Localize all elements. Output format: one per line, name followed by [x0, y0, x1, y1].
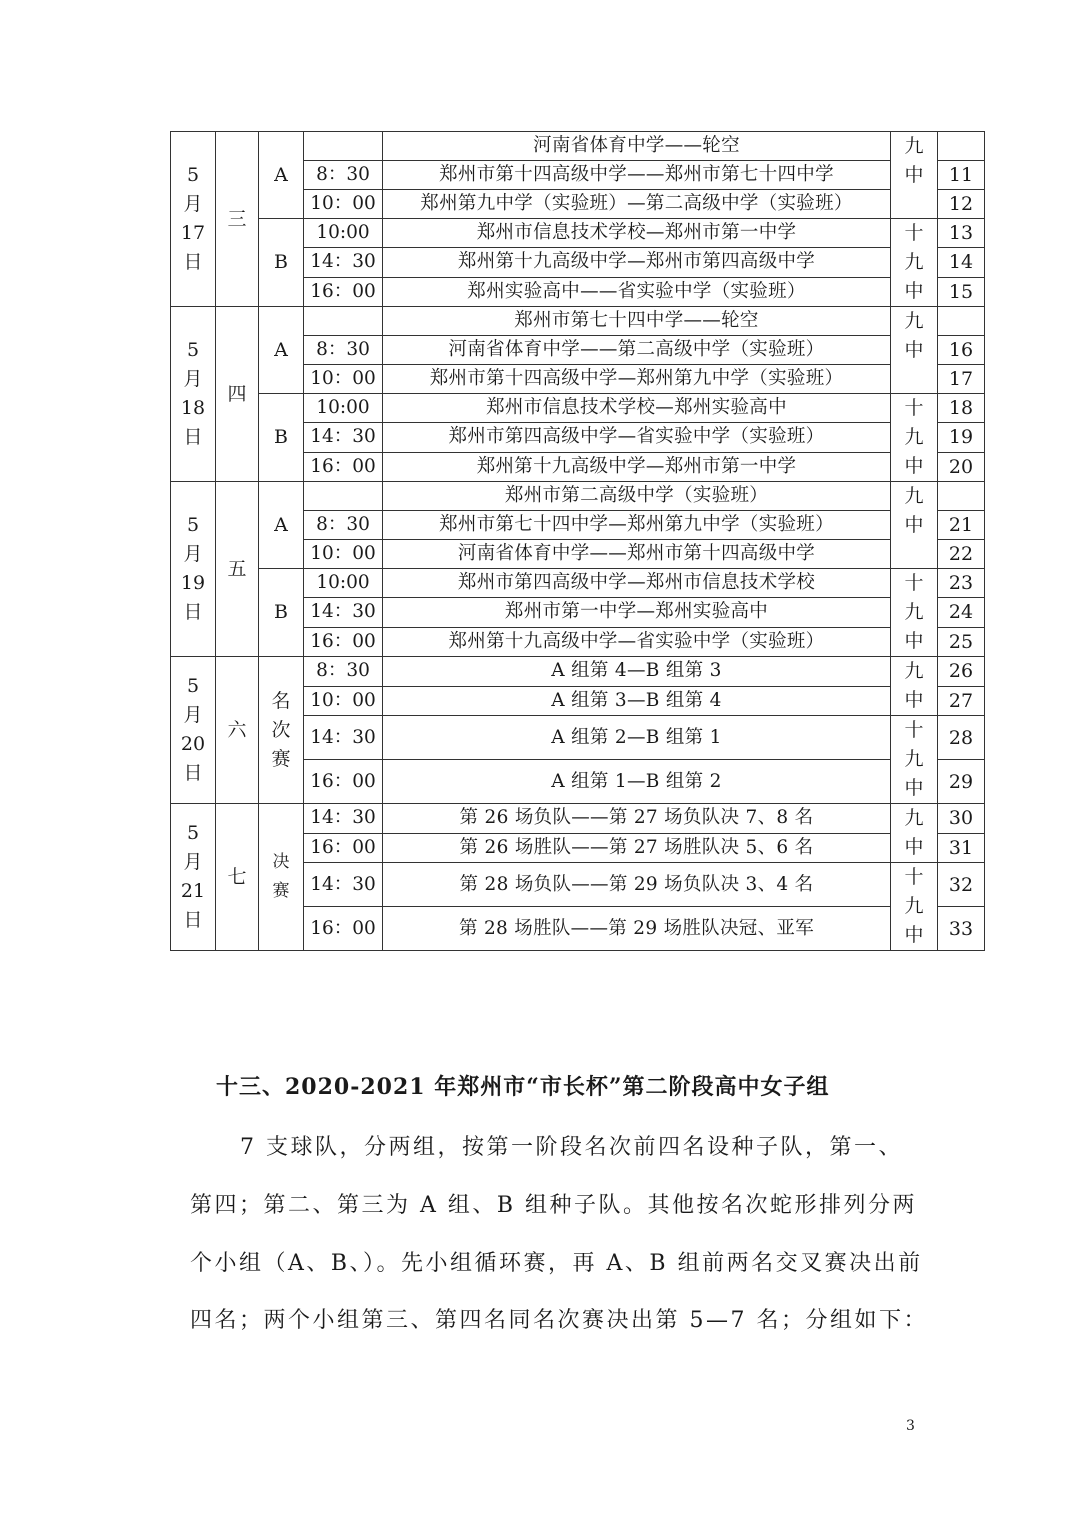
time-cell: 14：30 [304, 716, 383, 760]
group-cell [259, 219, 304, 307]
date-cell-char: 21 [180, 880, 206, 902]
match-number-cell [938, 307, 985, 336]
match-number-cell: 12 [938, 190, 985, 219]
match-number-cell [938, 482, 985, 511]
match-cell: A 组第 3—B 组第 4 [383, 686, 891, 716]
section-heading: 十三、2020-2021 年郑州市“市长杯”第二阶段高中女子组 [216, 1074, 830, 1100]
match-number-cell: 11 [938, 161, 985, 190]
date-cell [171, 482, 216, 657]
venue-cell [891, 657, 938, 716]
paragraph-line: 第四；第二、第三为 A 组、B 组种子队。其他按名次蛇形排列分两 [190, 1193, 918, 1218]
match-number-cell: 25 [938, 627, 985, 656]
match-cell: 第 26 场负队——第 27 场负队决 7、8 名 [383, 804, 891, 834]
match-cell: 郑州市信息技术学校—郑州市第一中学 [383, 219, 891, 248]
date-cell-char: 18 [180, 397, 206, 419]
venue-cell-char: 中 [904, 924, 924, 946]
venue-cell-char: 中 [904, 514, 924, 536]
match-cell: 郑州实验高中——省实验中学（实验班） [383, 277, 891, 306]
venue-cell-char: 中 [904, 339, 924, 361]
time-cell: 10:00 [304, 394, 383, 423]
final-day-label-cell-char: 决 [272, 852, 290, 872]
match-cell: 郑州第十九高级中学—省实验中学（实验班） [383, 627, 891, 656]
match-number-cell: 31 [938, 833, 985, 863]
match-number-cell: 21 [938, 511, 985, 540]
time-cell: 8：30 [304, 336, 383, 365]
date-cell-char: 月 [183, 368, 203, 390]
match-number-cell: 26 [938, 657, 985, 687]
table-row [171, 219, 985, 248]
page-number: 3 [906, 1418, 915, 1434]
date-cell-char: 17 [180, 222, 206, 244]
weekday-cell: 三 [216, 132, 259, 307]
match-number-cell: 22 [938, 540, 985, 569]
match-cell: 郑州市第四高级中学—省实验中学（实验班） [383, 423, 891, 452]
match-cell: 郑州市第七十四中学——轮空 [383, 307, 891, 336]
date-cell-char: 5 [186, 675, 200, 697]
date-cell [171, 657, 216, 804]
venue-cell [891, 219, 938, 307]
match-cell: 郑州第十九高级中学—郑州市第一中学 [383, 452, 891, 481]
weekday-cell: 四 [216, 307, 259, 482]
venue-cell [891, 863, 938, 951]
paragraph-line: 7 支球队，分两组，按第一阶段名次前四名设种子队，第一、 [240, 1135, 903, 1160]
venue-cell-char: 九 [904, 807, 924, 829]
group-cell-char: A [274, 338, 288, 361]
venue-cell-char: 九 [904, 748, 924, 770]
venue-cell-char: 中 [904, 777, 924, 799]
match-number-cell: 18 [938, 394, 985, 423]
time-cell: 10：00 [304, 540, 383, 569]
match-number-cell: 17 [938, 365, 985, 394]
match-number-cell: 29 [938, 760, 985, 804]
final-day-label-cell-char: 赛 [272, 881, 290, 901]
match-number-cell: 30 [938, 804, 985, 834]
match-number-cell: 14 [938, 248, 985, 277]
match-number-cell: 24 [938, 598, 985, 627]
time-cell: 16：00 [304, 452, 383, 481]
venue-cell [891, 716, 938, 804]
match-number-cell: 32 [938, 863, 985, 907]
time-cell [304, 132, 383, 161]
group-cell [259, 482, 304, 569]
date-cell-char: 5 [186, 164, 200, 186]
group-cell-char: A [274, 163, 288, 186]
group-cell [259, 132, 304, 219]
match-cell: A 组第 4—B 组第 3 [383, 657, 891, 687]
match-number-cell: 13 [938, 219, 985, 248]
weekday-cell: 七 [216, 804, 259, 951]
date-cell-char: 日 [183, 909, 203, 931]
date-cell [171, 132, 216, 307]
match-cell: 郑州市第十四高级中学—郑州第九中学（实验班） [383, 365, 891, 394]
match-cell: 郑州市信息技术学校—郑州实验高中 [383, 394, 891, 423]
time-cell: 16：00 [304, 277, 383, 306]
weekday-cell: 六 [216, 657, 259, 804]
time-cell: 14：30 [304, 863, 383, 907]
match-number-cell: 23 [938, 569, 985, 598]
match-cell: 郑州市第十四高级中学——郑州市第七十四中学 [383, 161, 891, 190]
match-cell: 第 28 场胜队——第 29 场胜队决冠、亚军 [383, 907, 891, 951]
venue-cell-char: 九 [904, 895, 924, 917]
venue-cell-char: 九 [904, 660, 924, 682]
time-cell: 14：30 [304, 248, 383, 277]
venue-cell-char: 九 [904, 310, 924, 332]
group-cell-char: A [274, 513, 288, 536]
date-cell-char: 月 [183, 851, 203, 873]
match-cell: A 组第 2—B 组第 1 [383, 716, 891, 760]
venue-cell-char: 九 [904, 601, 924, 623]
venue-cell-char: 中 [904, 689, 924, 711]
time-cell: 14：30 [304, 598, 383, 627]
time-cell: 16：00 [304, 627, 383, 656]
table-row [171, 657, 985, 687]
table-row [171, 482, 985, 511]
time-cell: 16：00 [304, 760, 383, 804]
match-number-cell: 28 [938, 716, 985, 760]
match-cell: 郑州市第一中学—郑州实验高中 [383, 598, 891, 627]
match-number-cell: 20 [938, 452, 985, 481]
schedule-table [170, 131, 985, 951]
final-day-label-cell [259, 804, 304, 951]
date-cell-char: 5 [186, 822, 200, 844]
time-cell: 8：30 [304, 161, 383, 190]
group-cell-char: B [274, 426, 288, 448]
table-row [171, 132, 985, 161]
group-cell-char: B [274, 251, 288, 273]
time-cell: 14：30 [304, 423, 383, 452]
venue-cell-char: 十 [904, 866, 924, 888]
match-cell: 郑州第九中学（实验班）—第二高级中学（实验班） [383, 190, 891, 219]
match-cell: 河南省体育中学——轮空 [383, 132, 891, 161]
venue-cell-char: 九 [904, 485, 924, 507]
match-cell: A 组第 1—B 组第 2 [383, 760, 891, 804]
time-cell [304, 482, 383, 511]
venue-cell-char: 中 [904, 836, 924, 858]
venue-cell [891, 307, 938, 394]
time-cell: 10:00 [304, 569, 383, 598]
time-cell [304, 307, 383, 336]
match-cell: 第 26 场胜队——第 27 场胜队决 5、6 名 [383, 833, 891, 863]
date-cell-char: 19 [180, 572, 206, 594]
match-number-cell: 27 [938, 686, 985, 716]
paragraph-line: 四名；两个小组第三、第四名同名次赛决出第 5—7 名；分组如下： [190, 1308, 928, 1333]
time-cell: 10：00 [304, 190, 383, 219]
date-cell-char: 月 [183, 543, 203, 565]
venue-cell-char: 十 [904, 572, 924, 594]
match-cell: 第 28 场负队——第 29 场负队决 3、4 名 [383, 863, 891, 907]
match-number-cell: 16 [938, 336, 985, 365]
date-cell-char: 月 [183, 193, 203, 215]
date-cell-char: 5 [186, 514, 200, 536]
venue-cell-char: 十 [904, 719, 924, 741]
date-cell [171, 307, 216, 482]
time-cell: 8：30 [304, 511, 383, 540]
match-cell: 郑州市第二高级中学（实验班） [383, 482, 891, 511]
venue-cell [891, 804, 938, 863]
match-cell: 郑州第十九高级中学—郑州市第四高级中学 [383, 248, 891, 277]
ranking-day-label-cell-char: 名 [271, 689, 291, 712]
venue-cell [891, 569, 938, 657]
date-cell [171, 804, 216, 951]
match-number-cell: 33 [938, 907, 985, 951]
match-number-cell [938, 132, 985, 161]
venue-cell-char: 十 [904, 222, 924, 244]
date-cell-char: 5 [186, 339, 200, 361]
match-number-cell: 15 [938, 277, 985, 306]
venue-cell-char: 中 [904, 630, 924, 652]
time-cell: 14：30 [304, 804, 383, 834]
table-row [171, 804, 985, 834]
group-cell [259, 307, 304, 394]
match-cell: 河南省体育中学——郑州市第十四高级中学 [383, 540, 891, 569]
date-cell-char: 月 [183, 704, 203, 726]
venue-cell-char: 中 [904, 455, 924, 477]
venue-cell-char: 九 [904, 251, 924, 273]
ranking-day-label-cell-char: 次 [271, 718, 291, 741]
match-cell: 郑州市第七十四中学—郑州第九中学（实验班） [383, 511, 891, 540]
date-cell-char: 日 [183, 601, 203, 623]
match-number-cell: 19 [938, 423, 985, 452]
ranking-day-label-cell [259, 657, 304, 804]
ranking-day-label-cell-char: 赛 [271, 747, 291, 770]
time-cell: 10：00 [304, 686, 383, 716]
venue-cell [891, 394, 938, 482]
group-cell-char: B [274, 601, 288, 623]
match-cell: 河南省体育中学——第二高级中学（实验班） [383, 336, 891, 365]
date-cell-char: 20 [180, 733, 206, 755]
group-cell [259, 394, 304, 482]
date-cell-char: 日 [183, 762, 203, 784]
date-cell-char: 日 [183, 426, 203, 448]
group-cell [259, 569, 304, 657]
time-cell: 10：00 [304, 365, 383, 394]
venue-cell [891, 132, 938, 219]
table-row [171, 394, 985, 423]
venue-cell-char: 中 [904, 280, 924, 302]
venue-cell-char: 十 [904, 397, 924, 419]
table-row [171, 569, 985, 598]
venue-cell-char: 九 [904, 135, 924, 157]
venue-cell-char: 九 [904, 426, 924, 448]
date-cell-char: 日 [183, 251, 203, 273]
weekday-cell: 五 [216, 482, 259, 657]
venue-cell [891, 482, 938, 569]
time-cell: 10:00 [304, 219, 383, 248]
venue-cell-char: 中 [904, 164, 924, 186]
table-row [171, 307, 985, 336]
paragraph-line: 个小组（A、B、）。先小组循环赛，再 A、B 组前两名交叉赛决出前 [190, 1251, 923, 1276]
time-cell: 16：00 [304, 833, 383, 863]
time-cell: 16：00 [304, 907, 383, 951]
time-cell: 8：30 [304, 657, 383, 687]
match-cell: 郑州市第四高级中学—郑州市信息技术学校 [383, 569, 891, 598]
